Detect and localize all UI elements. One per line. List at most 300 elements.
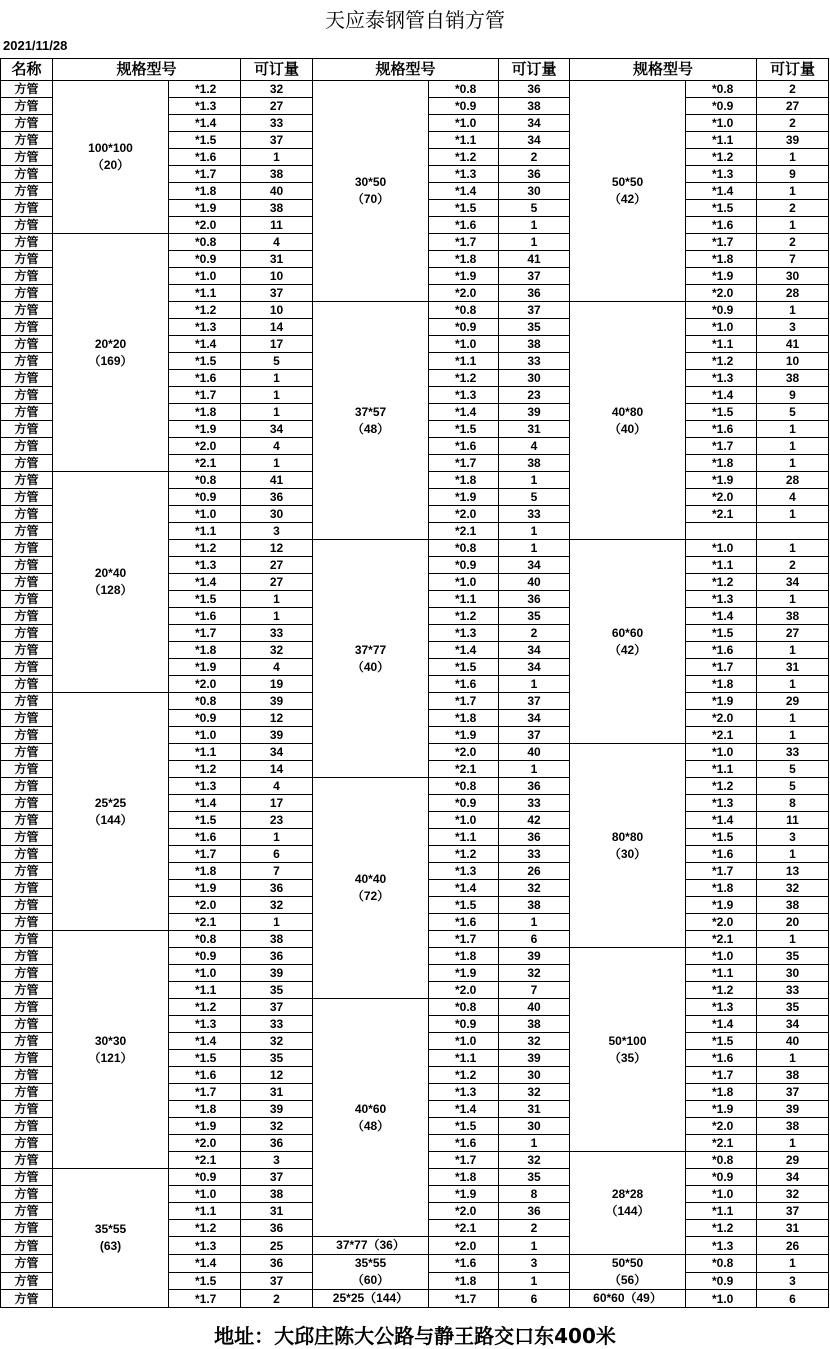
quantity-cell: 4 xyxy=(499,438,570,455)
quantity-cell: 4 xyxy=(241,234,313,251)
thickness-cell: *1.8 xyxy=(429,710,499,727)
quantity-cell: 5 xyxy=(241,353,313,370)
thickness-cell: *1.0 xyxy=(169,1186,241,1203)
size-count: （144） xyxy=(605,1204,650,1218)
row-label: 方管 xyxy=(1,574,53,591)
thickness-cell: *1.4 xyxy=(429,880,499,897)
quantity-cell: 5 xyxy=(499,200,570,217)
row-label: 方管 xyxy=(1,744,53,761)
quantity-cell: 13 xyxy=(757,863,829,880)
quantity-cell: 40 xyxy=(241,183,313,200)
quantity-cell: 36 xyxy=(499,285,570,302)
row-label: 方管 xyxy=(1,200,53,217)
thickness-cell: *1.5 xyxy=(169,1272,241,1290)
thickness-cell: *1.0 xyxy=(429,336,499,353)
thickness-cell: *1.8 xyxy=(686,676,757,693)
row-label: 方管 xyxy=(1,285,53,302)
size-name: 40*40 xyxy=(354,872,387,886)
thickness-cell: *1.8 xyxy=(169,1101,241,1118)
size-group-label xyxy=(53,1169,169,1308)
row-label: 方管 xyxy=(1,829,53,846)
quantity-cell: 1 xyxy=(241,829,313,846)
row-label: 方管 xyxy=(1,319,53,336)
quantity-cell: 38 xyxy=(499,455,570,472)
quantity-cell: 17 xyxy=(241,795,313,812)
quantity-cell: 3 xyxy=(499,1255,570,1273)
thickness-cell: *1.8 xyxy=(169,183,241,200)
quantity-cell: 36 xyxy=(241,1135,313,1152)
quantity-cell: 34 xyxy=(499,710,570,727)
size-group-label xyxy=(313,81,429,302)
quantity-cell: 37 xyxy=(499,268,570,285)
size-count: （40） xyxy=(608,421,647,436)
quantity-cell: 1 xyxy=(757,1050,829,1067)
quantity-cell: 23 xyxy=(241,812,313,829)
size-count: （48） xyxy=(351,1118,390,1133)
thickness-cell: *0.9 xyxy=(169,948,241,965)
thickness-cell: *1.6 xyxy=(169,149,241,166)
quantity-cell: 37 xyxy=(757,1203,829,1220)
thickness-cell: *2.0 xyxy=(686,285,757,302)
thickness-cell: *1.0 xyxy=(686,744,757,761)
size-name: 40*60 xyxy=(354,1101,387,1116)
quantity-cell: 38 xyxy=(241,1186,313,1203)
quantity-cell: 31 xyxy=(757,1220,829,1237)
thickness-cell: *1.4 xyxy=(686,1016,757,1033)
row-label: 方管 xyxy=(1,795,53,812)
thickness-cell: *2.0 xyxy=(429,285,499,302)
quantity-cell: 38 xyxy=(241,931,313,948)
thickness-cell: *1.3 xyxy=(429,387,499,404)
size-group-label xyxy=(53,472,169,693)
thickness-cell: *0.9 xyxy=(169,489,241,506)
size-name: 60*60 xyxy=(611,625,644,640)
quantity-cell: 2 xyxy=(499,1220,570,1237)
quantity-cell: 38 xyxy=(757,608,829,625)
thickness-cell: *1.4 xyxy=(686,387,757,404)
quantity-cell: 1 xyxy=(757,217,829,234)
size-group-label xyxy=(313,302,429,540)
size-name: 28*28 xyxy=(611,1187,644,1201)
row-label: 方管 xyxy=(1,472,53,489)
quantity-cell: 7 xyxy=(241,863,313,880)
quantity-cell: 27 xyxy=(241,574,313,591)
thickness-cell: *1.7 xyxy=(686,863,757,880)
thickness-cell: *1.8 xyxy=(429,948,499,965)
thickness-cell: *1.3 xyxy=(686,1237,757,1255)
thickness-cell: *2.0 xyxy=(169,438,241,455)
size-name: 100*100 xyxy=(88,141,133,155)
quantity-cell: 36 xyxy=(499,591,570,608)
thickness-cell: *1.3 xyxy=(429,166,499,183)
quantity-cell: 3 xyxy=(757,829,829,846)
thickness-cell: *1.3 xyxy=(169,1016,241,1033)
quantity-cell: 14 xyxy=(241,319,313,336)
size-group-label xyxy=(53,81,169,234)
row-label: 方管 xyxy=(1,489,53,506)
quantity-cell: 32 xyxy=(241,642,313,659)
thickness-cell: *1.7 xyxy=(429,234,499,251)
thickness-cell: *1.6 xyxy=(686,421,757,438)
size-count: （169） xyxy=(88,353,133,368)
sheet-date: 2021/11/28 xyxy=(3,38,68,53)
thickness-cell: *1.4 xyxy=(686,812,757,829)
thickness-cell: *1.8 xyxy=(429,472,499,489)
row-label: 方管 xyxy=(1,1101,53,1118)
row-label: 方管 xyxy=(1,965,53,982)
thickness-cell: *1.0 xyxy=(429,812,499,829)
quantity-cell: 4 xyxy=(241,438,313,455)
thickness-cell: *1.0 xyxy=(686,319,757,336)
size-name: 40*80 xyxy=(611,404,644,419)
thickness-cell: *1.5 xyxy=(686,829,757,846)
thickness-cell: *2.1 xyxy=(429,1220,499,1237)
thickness-cell: *1.9 xyxy=(686,693,757,710)
thickness-cell: *2.1 xyxy=(429,761,499,778)
thickness-cell: *1.1 xyxy=(686,132,757,149)
row-label: 方管 xyxy=(1,1272,53,1290)
quantity-cell: 28 xyxy=(757,285,829,302)
row-label: 方管 xyxy=(1,268,53,285)
quantity-cell: 36 xyxy=(499,1203,570,1220)
quantity-cell: 27 xyxy=(757,98,829,115)
thickness-cell: *1.7 xyxy=(686,234,757,251)
row-label: 方管 xyxy=(1,438,53,455)
row-label: 方管 xyxy=(1,149,53,166)
thickness-cell: *1.1 xyxy=(169,982,241,999)
quantity-cell: 33 xyxy=(241,1016,313,1033)
quantity-cell: 38 xyxy=(499,336,570,353)
size-count: （128） xyxy=(88,583,133,597)
thickness-cell: *0.9 xyxy=(429,319,499,336)
thickness-cell: *1.8 xyxy=(169,863,241,880)
quantity-cell: 39 xyxy=(241,965,313,982)
thickness-cell: *1.7 xyxy=(169,1290,241,1308)
row-label: 方管 xyxy=(1,506,53,523)
thickness-cell: *0.9 xyxy=(169,251,241,268)
thickness-cell: *1.7 xyxy=(169,387,241,404)
size-count: （144） xyxy=(88,812,133,827)
header-qty-1: 可订量 xyxy=(241,59,313,81)
quantity-cell: 1 xyxy=(499,761,570,778)
quantity-cell: 1 xyxy=(757,676,829,693)
thickness-cell: *1.3 xyxy=(169,557,241,574)
quantity-cell: 33 xyxy=(757,982,829,999)
quantity-cell: 40 xyxy=(499,999,570,1016)
quantity-cell: 34 xyxy=(499,642,570,659)
row-label: 方管 xyxy=(1,387,53,404)
row-label: 方管 xyxy=(1,999,53,1016)
quantity-cell: 42 xyxy=(499,812,570,829)
thickness-cell: *1.5 xyxy=(169,1050,241,1067)
thickness-cell: *1.9 xyxy=(169,659,241,676)
thickness-cell: *1.1 xyxy=(429,353,499,370)
quantity-cell: 34 xyxy=(757,1016,829,1033)
thickness-cell: *1.9 xyxy=(169,200,241,217)
quantity-cell: 7 xyxy=(499,982,570,999)
row-label: 方管 xyxy=(1,1220,53,1237)
thickness-cell: *1.5 xyxy=(429,897,499,914)
row-label: 方管 xyxy=(1,1237,53,1255)
quantity-cell: 37 xyxy=(757,1084,829,1101)
thickness-cell: *2.0 xyxy=(169,1135,241,1152)
thickness-cell: *0.8 xyxy=(429,302,499,319)
thickness-cell: *1.9 xyxy=(686,1101,757,1118)
thickness-cell: *1.1 xyxy=(686,965,757,982)
thickness-cell: *1.8 xyxy=(686,1084,757,1101)
thickness-cell: *1.5 xyxy=(686,200,757,217)
thickness-cell: *2.0 xyxy=(686,1118,757,1135)
quantity-cell: 35 xyxy=(499,608,570,625)
thickness-cell: *2.0 xyxy=(686,489,757,506)
row-label: 方管 xyxy=(1,353,53,370)
quantity-cell: 36 xyxy=(241,1220,313,1237)
quantity-cell: 39 xyxy=(241,1101,313,1118)
quantity-cell: 33 xyxy=(499,795,570,812)
quantity-cell: 37 xyxy=(241,999,313,1016)
thickness-cell: *1.0 xyxy=(169,965,241,982)
thickness-cell: *1.3 xyxy=(169,1237,241,1255)
thickness-cell: *1.0 xyxy=(429,574,499,591)
thickness-cell: *1.7 xyxy=(429,931,499,948)
quantity-cell: 31 xyxy=(499,421,570,438)
row-label: 方管 xyxy=(1,523,53,540)
quantity-cell: 36 xyxy=(499,829,570,846)
quantity-cell: 5 xyxy=(757,761,829,778)
size-name: 37*77（36） xyxy=(336,1238,405,1252)
row-label: 方管 xyxy=(1,914,53,931)
thickness-cell: *1.2 xyxy=(429,149,499,166)
thickness-cell: *1.2 xyxy=(429,1067,499,1084)
size-count: （48） xyxy=(351,421,390,436)
quantity-cell: 6 xyxy=(757,1290,829,1308)
row-label: 方管 xyxy=(1,1169,53,1186)
row-label: 方管 xyxy=(1,115,53,132)
thickness-cell: *1.1 xyxy=(686,1203,757,1220)
row-label: 方管 xyxy=(1,642,53,659)
address-line: 地址：大邱庄陈大公路与静王路交口东400米 xyxy=(214,1324,616,1348)
quantity-cell: 8 xyxy=(499,1186,570,1203)
quantity-cell: 2 xyxy=(241,1290,313,1308)
quantity-cell: 34 xyxy=(499,115,570,132)
quantity-cell: 1 xyxy=(499,472,570,489)
thickness-cell: *0.8 xyxy=(169,693,241,710)
thickness-cell: *1.4 xyxy=(169,1033,241,1050)
thickness-cell: *1.2 xyxy=(169,1220,241,1237)
thickness-cell: *1.5 xyxy=(169,353,241,370)
quantity-cell: 1 xyxy=(757,1255,829,1273)
size-group-label xyxy=(570,948,686,1152)
thickness-cell: *1.2 xyxy=(686,778,757,795)
quantity-cell: 30 xyxy=(757,965,829,982)
thickness-cell: *1.1 xyxy=(429,132,499,149)
quantity-cell: 29 xyxy=(757,1152,829,1169)
size-name: 35*55 xyxy=(354,1256,387,1270)
thickness-cell: *1.2 xyxy=(686,574,757,591)
quantity-cell: 39 xyxy=(499,404,570,421)
thickness-cell: *1.8 xyxy=(169,404,241,421)
thickness-cell: *1.4 xyxy=(429,642,499,659)
thickness-cell: *1.7 xyxy=(429,1152,499,1169)
quantity-cell: 1 xyxy=(757,455,829,472)
thickness-cell: *1.4 xyxy=(169,336,241,353)
size-name: 30*50 xyxy=(354,175,387,189)
quantity-cell: 1 xyxy=(757,183,829,200)
quantity-cell: 32 xyxy=(241,81,313,98)
row-label: 方管 xyxy=(1,812,53,829)
quantity-cell: 1 xyxy=(757,710,829,727)
thickness-cell: *1.9 xyxy=(429,268,499,285)
quantity-cell: 37 xyxy=(241,132,313,149)
quantity-cell: 12 xyxy=(241,710,313,727)
size-group-label xyxy=(570,302,686,540)
quantity-cell: 1 xyxy=(499,1135,570,1152)
quantity-cell: 38 xyxy=(241,200,313,217)
thickness-cell: *1.7 xyxy=(169,846,241,863)
quantity-cell: 1 xyxy=(757,931,829,948)
thickness-cell: *1.6 xyxy=(429,1255,499,1273)
quantity-cell: 1 xyxy=(499,217,570,234)
header-qty-2: 可订量 xyxy=(499,59,570,81)
quantity-cell: 41 xyxy=(499,251,570,268)
thickness-cell: *0.9 xyxy=(429,98,499,115)
quantity-cell: 7 xyxy=(757,251,829,268)
row-label: 方管 xyxy=(1,897,53,914)
thickness-cell: *1.3 xyxy=(686,370,757,387)
quantity-cell: 30 xyxy=(499,1118,570,1135)
row-label: 方管 xyxy=(1,625,53,642)
quantity-cell: 34 xyxy=(241,421,313,438)
size-name: 25*25（144） xyxy=(332,1291,409,1305)
quantity-cell: 2 xyxy=(757,115,829,132)
row-label: 方管 xyxy=(1,1186,53,1203)
size-name: 37*77 xyxy=(354,642,387,657)
thickness-cell: *1.8 xyxy=(169,642,241,659)
quantity-cell: 41 xyxy=(241,472,313,489)
quantity-cell: 1 xyxy=(757,506,829,523)
quantity-cell: 11 xyxy=(757,812,829,829)
thickness-cell: *1.7 xyxy=(169,1084,241,1101)
quantity-cell: 5 xyxy=(757,404,829,421)
quantity-cell: 32 xyxy=(499,965,570,982)
thickness-cell: *2.0 xyxy=(169,897,241,914)
quantity-cell: 4 xyxy=(241,778,313,795)
header-row xyxy=(1,59,829,81)
quantity-cell: 1 xyxy=(241,455,313,472)
thickness-cell: *1.2 xyxy=(169,81,241,98)
quantity-cell: 23 xyxy=(499,387,570,404)
quantity-cell: 8 xyxy=(757,795,829,812)
quantity-cell: 39 xyxy=(241,693,313,710)
quantity-cell: 36 xyxy=(499,166,570,183)
header-qty-3: 可订量 xyxy=(757,59,829,81)
thickness-cell: *1.1 xyxy=(169,1203,241,1220)
quantity-cell: 31 xyxy=(757,659,829,676)
quantity-cell: 39 xyxy=(499,1050,570,1067)
thickness-cell: *1.5 xyxy=(429,1118,499,1135)
thickness-cell: *1.6 xyxy=(429,438,499,455)
quantity-cell: 1 xyxy=(757,846,829,863)
row-label: 方管 xyxy=(1,761,53,778)
inventory-table xyxy=(0,58,829,1308)
thickness-cell: *1.7 xyxy=(686,659,757,676)
thickness-cell: *1.9 xyxy=(686,268,757,285)
thickness-cell: *1.4 xyxy=(429,404,499,421)
row-label: 方管 xyxy=(1,1135,53,1152)
thickness-cell: *0.8 xyxy=(429,540,499,557)
row-label: 方管 xyxy=(1,1152,53,1169)
row-label: 方管 xyxy=(1,1084,53,1101)
thickness-cell: *1.6 xyxy=(686,1050,757,1067)
thickness-cell: *1.3 xyxy=(169,98,241,115)
quantity-cell: 6 xyxy=(499,1290,570,1308)
quantity-cell: 30 xyxy=(499,183,570,200)
thickness-cell: *1.6 xyxy=(429,217,499,234)
size-count: （56） xyxy=(608,1273,647,1287)
quantity-cell: 1 xyxy=(757,591,829,608)
thickness-cell: *1.3 xyxy=(169,778,241,795)
thickness-cell: *1.2 xyxy=(429,846,499,863)
thickness-cell: *0.9 xyxy=(429,557,499,574)
quantity-cell: 32 xyxy=(241,1118,313,1135)
thickness-cell: *1.7 xyxy=(169,625,241,642)
row-label: 方管 xyxy=(1,948,53,965)
quantity-cell: 33 xyxy=(499,846,570,863)
quantity-cell: 5 xyxy=(499,489,570,506)
row-label: 方管 xyxy=(1,1255,53,1273)
thickness-cell: *1.8 xyxy=(686,880,757,897)
quantity-cell: 2 xyxy=(757,81,829,98)
quantity-cell: 6 xyxy=(241,846,313,863)
header-name: 名称 xyxy=(1,59,53,81)
thickness-cell: *1.5 xyxy=(686,625,757,642)
quantity-cell xyxy=(757,523,829,540)
row-label: 方管 xyxy=(1,591,53,608)
quantity-cell: 9 xyxy=(757,387,829,404)
row-label: 方管 xyxy=(1,302,53,319)
thickness-cell: *0.9 xyxy=(169,1169,241,1186)
size-group-label xyxy=(53,693,169,931)
thickness-cell: *1.4 xyxy=(686,608,757,625)
thickness-cell: *0.9 xyxy=(686,1169,757,1186)
quantity-cell: 1 xyxy=(757,727,829,744)
thickness-cell: *1.6 xyxy=(429,676,499,693)
thickness-cell: *0.9 xyxy=(686,1272,757,1290)
quantity-cell: 39 xyxy=(757,132,829,149)
quantity-cell: 1 xyxy=(241,608,313,625)
row-label: 方管 xyxy=(1,370,53,387)
quantity-cell: 1 xyxy=(757,421,829,438)
quantity-cell: 34 xyxy=(499,659,570,676)
quantity-cell: 1 xyxy=(241,914,313,931)
thickness-cell: *0.8 xyxy=(169,234,241,251)
row-label: 方管 xyxy=(1,1067,53,1084)
thickness-cell: *1.9 xyxy=(429,727,499,744)
size-count: （121） xyxy=(88,1050,133,1065)
quantity-cell: 32 xyxy=(241,1033,313,1050)
quantity-cell: 32 xyxy=(757,1186,829,1203)
thickness-cell: *1.1 xyxy=(169,285,241,302)
quantity-cell: 3 xyxy=(241,523,313,540)
quantity-cell: 37 xyxy=(241,285,313,302)
thickness-cell: *1.6 xyxy=(686,846,757,863)
thickness-cell: *1.6 xyxy=(686,642,757,659)
thickness-cell: *1.6 xyxy=(169,1067,241,1084)
quantity-cell: 36 xyxy=(241,948,313,965)
thickness-cell: *1.2 xyxy=(169,999,241,1016)
thickness-cell: *1.7 xyxy=(429,693,499,710)
row-label: 方管 xyxy=(1,982,53,999)
